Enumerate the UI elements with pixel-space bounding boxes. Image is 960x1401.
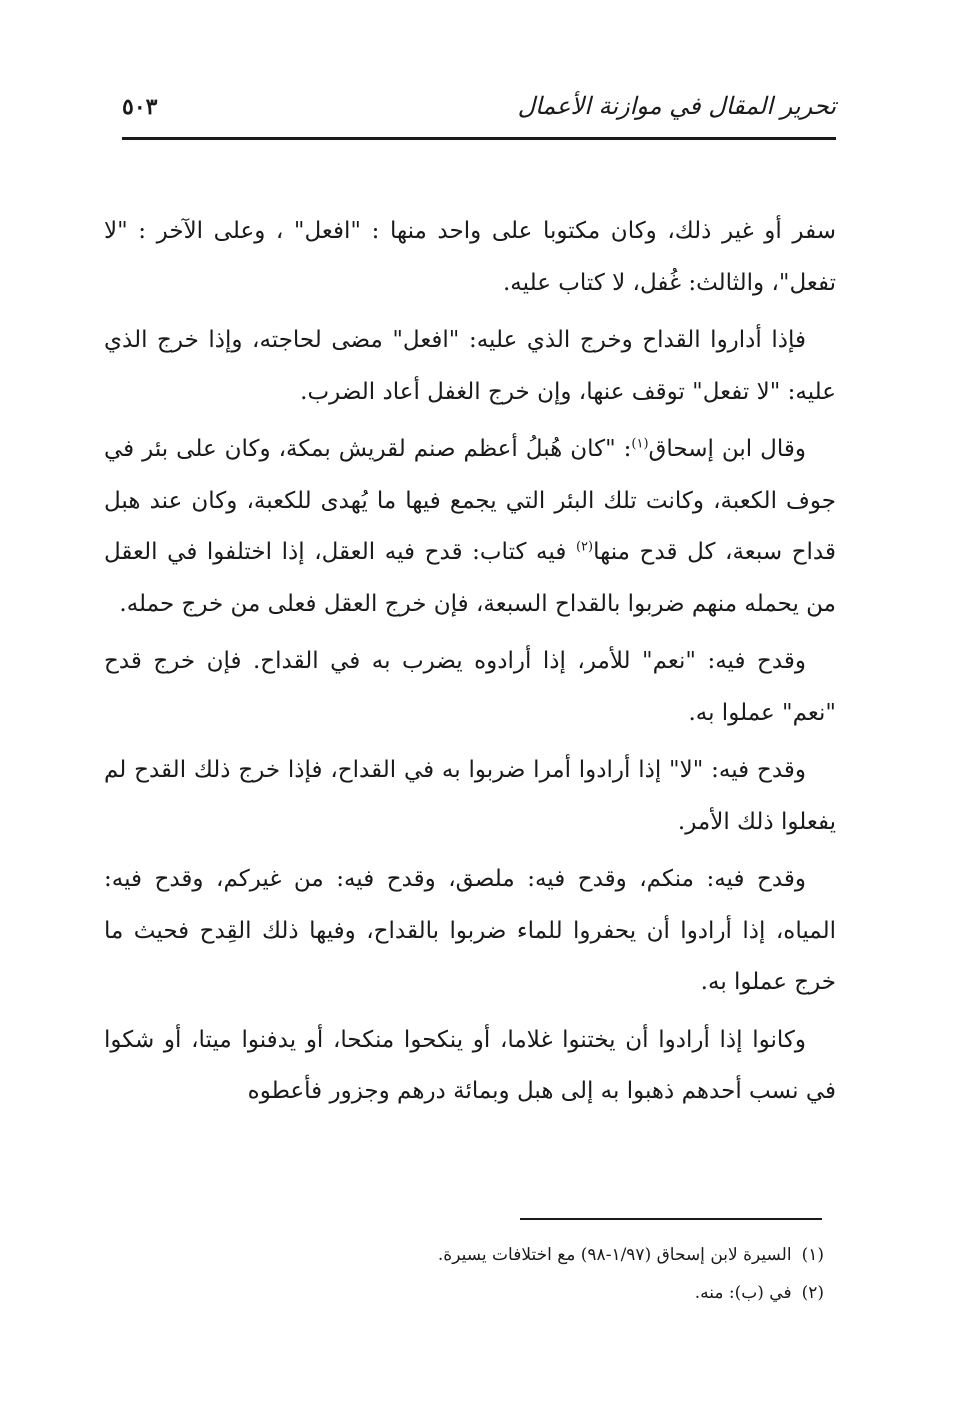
footnote-text: السيرة لابن إسحاق (١/٩٧-٩٨) مع اختلافات يسيرة. bbox=[437, 1245, 792, 1265]
header-rule bbox=[122, 137, 836, 140]
paragraph-4: وقدح فيه: "نعم" للأمر، إذا أرادوه يضرب به في القداح. فإن خرج قدح "نعم" عملوا به. bbox=[104, 648, 836, 726]
footnote-number: (١) bbox=[801, 1245, 824, 1265]
footnote-number: (٢) bbox=[801, 1283, 824, 1303]
paragraph-3 bbox=[104, 424, 836, 630]
footnote-rule bbox=[520, 1218, 822, 1220]
paragraph-1: سفر أو غير ذلك، وكان مكتوبا على واحد منها : "افعل" ، وعلى الآخر : "لا تفعل"، والثالث: غُفل، لا كتاب عليه. bbox=[104, 218, 836, 296]
footnote-1 bbox=[304, 1236, 824, 1274]
footnotes bbox=[304, 1236, 824, 1312]
footnote-text: في (ب): منه. bbox=[694, 1283, 792, 1303]
paragraph-7: وكانوا إذا أرادوا أن يختنوا غلاما، أو ينكحوا منكحا، أو يدفنوا ميتا، أو شكوا في نسب أحدهم ذهبوا به إلى هبل وبمائة درهم وجزور فأعطوه bbox=[104, 1026, 836, 1104]
paragraph-6: وقدح فيه: منكم، وقدح فيه: ملصق، وقدح فيه: من غيركم، وقدح فيه: المياه، إذا أرادوا أن يحفروا للماء ضربوا بالقداح، وفيها ذلك القِدح فحيث ما خرج عملوا به. bbox=[104, 866, 836, 995]
paragraph-2: فإذا أداروا القداح وخرج الذي عليه: "افعل" مضى لحاجته، وإذا خرج الذي عليه: "لا تفعل" توقف عنها، وإن خرج الغفل أعاد الضرب. bbox=[104, 327, 836, 405]
footnote-ref-2: (٢) bbox=[575, 539, 594, 555]
paragraph-3-part-a: وقال ابن إسحاق bbox=[648, 436, 806, 462]
paragraph-3-part-c: فيه كتاب: قدح فيه العقل، إذا اختلفوا في العقل من يحمله منهم ضربوا بالقداح السبعة، فإن خرج العقل فعلى من خرج حمله. bbox=[104, 539, 836, 617]
running-header bbox=[122, 92, 836, 136]
footnote-ref-1: (١) bbox=[631, 436, 649, 452]
paragraph-3-part-b: : "كان هُبلُ أعظم صنم لقريش بمكة، وكان على بئر في جوف الكعبة، وكانت تلك البئر التي يجمع فيها ما يُهدى للكعبة، وكان عند هبل قداح سبعة، كل قدح منها bbox=[104, 436, 836, 565]
footnote-2 bbox=[304, 1274, 824, 1312]
running-title: تحرير المقال في موازنة الأعمال bbox=[517, 92, 836, 120]
page-number: ٥٠٣ bbox=[122, 94, 158, 120]
paragraph-5: وقدح فيه: "لا" إذا أرادوا أمرا ضربوا به في القداح، فإذا خرج ذلك القدح لم يفعلوا ذلك الأمر. bbox=[104, 757, 836, 835]
main-text bbox=[104, 206, 836, 1118]
